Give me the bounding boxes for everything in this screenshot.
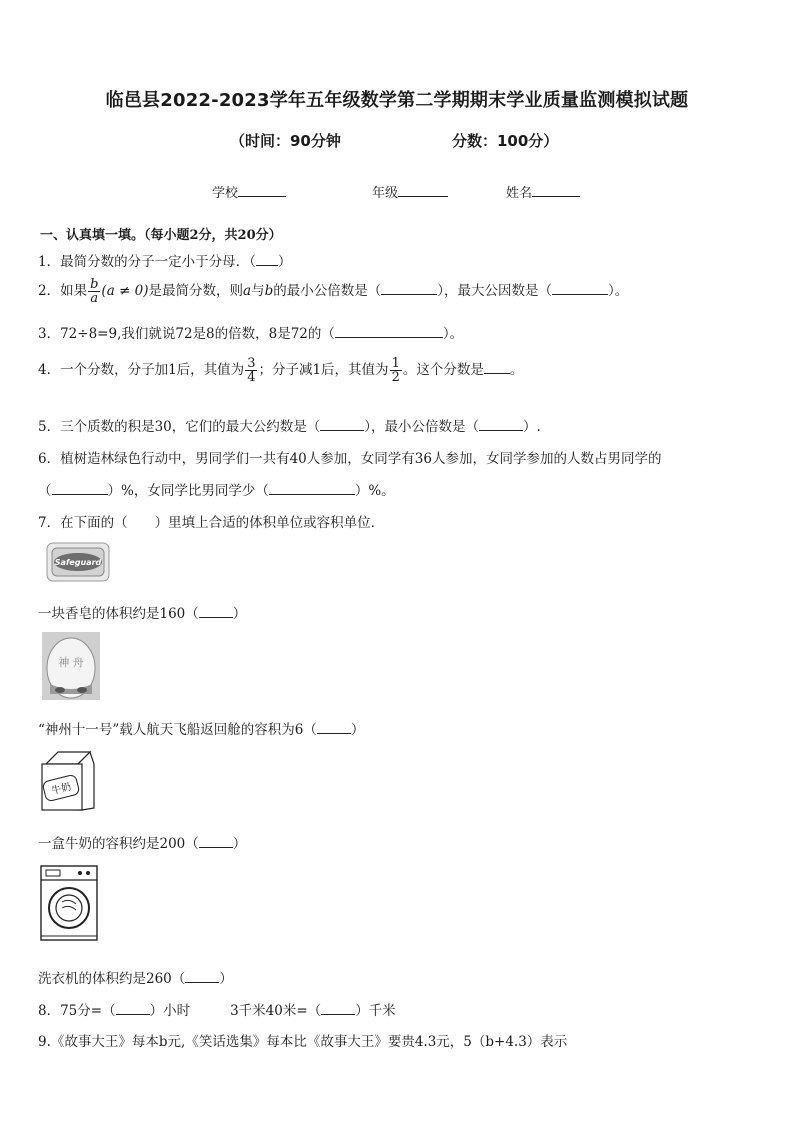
question-7: 7．在下面的（ ）里填上合适的体积单位或容积单位． — [38, 515, 385, 531]
soap-end: ） — [232, 606, 247, 622]
q4-d2: 2 — [391, 370, 400, 385]
q5-blank-lcm[interactable] — [479, 418, 523, 431]
name-field[interactable] — [506, 182, 580, 201]
q4-fraction-1 — [245, 357, 257, 384]
grade-blank[interactable] — [398, 183, 448, 197]
milk-mark: 牛奶 — [50, 781, 73, 798]
q4-mid: ；分子减1后，其值为 — [258, 362, 389, 378]
question-8 — [38, 999, 396, 1019]
q2-num: b — [90, 277, 99, 292]
q5-end: ）. — [523, 419, 541, 435]
capsule-label: “神州十一号”载人航天飞船返回舱的容积为6（ — [38, 722, 317, 738]
q3-end: ）。 — [442, 326, 464, 342]
question-3 — [38, 322, 463, 342]
q3-blank[interactable] — [335, 325, 443, 338]
school-blank[interactable] — [238, 183, 286, 197]
q1-blank[interactable] — [256, 253, 278, 266]
q4-n1: 3 — [247, 356, 256, 371]
soap-blank[interactable] — [199, 605, 233, 618]
q2-cond: (a ≠ 0) — [101, 283, 149, 299]
q6-end: ）%。 — [354, 483, 395, 499]
q4-end2: 。 — [509, 362, 524, 378]
q8-blank-hours[interactable] — [116, 1002, 150, 1015]
name-blank[interactable] — [532, 183, 580, 197]
q1-text: 1．最简分数的分子一定小于分母．（ — [38, 254, 256, 270]
q2-end: ）。 — [607, 283, 629, 299]
soap-label: 一块香皂的体积约是160（ — [38, 606, 199, 622]
soap-image — [46, 540, 110, 584]
q2-pre: 2．如果 — [38, 283, 88, 299]
q8-c: 3千米40米=（ — [230, 1003, 322, 1019]
q2-b: b — [264, 283, 274, 299]
soap-question — [38, 602, 246, 622]
capsule-mark: 神 舟 — [58, 656, 84, 669]
soap-brand: Safeguard — [54, 558, 102, 567]
q8-d: ）千米 — [355, 1003, 396, 1019]
q8-a: 8．75分=（ — [38, 1003, 116, 1019]
q4-fraction-2 — [390, 357, 402, 384]
question-6-line1: 6．植树造林绿色行动中，男同学们一共有40人参加，女同学有36人参加，女同学参加的人数占男同学的 — [38, 451, 662, 467]
grade-field[interactable] — [372, 182, 448, 201]
exam-score: 分数：100分） — [452, 132, 559, 150]
q5-blank-gcd[interactable] — [320, 418, 364, 431]
question-1 — [38, 250, 291, 270]
q8-b: ）小时 — [149, 1003, 191, 1019]
q5-mid: ），最小公倍数是（ — [364, 419, 480, 435]
q2-fraction — [88, 278, 100, 305]
capsule-image — [42, 632, 100, 700]
grade-label: 年级 — [372, 186, 399, 201]
question-2 — [38, 278, 628, 305]
q4-d1: 4 — [247, 370, 256, 385]
name-label: 姓名 — [506, 186, 533, 201]
question-6-line2 — [38, 479, 395, 499]
q6-blank-percent[interactable] — [52, 482, 108, 495]
milk-label: 一盒牛奶的容积约是200（ — [38, 836, 199, 852]
capsule-end: ） — [350, 722, 365, 738]
q4-blank[interactable] — [484, 361, 510, 374]
q4-end: 。这个分数是 — [402, 362, 484, 378]
capsule-blank[interactable] — [317, 721, 351, 734]
q2-mid3: ），最大公因数是（ — [437, 283, 552, 299]
washing-machine-image — [38, 864, 100, 944]
washer-end: ） — [219, 971, 233, 987]
question-5 — [38, 415, 541, 435]
question-9: 9.《故事大王》每本b元,《笑话选集》每本比《故事大王》要贵4.3元，5（b+4.3）表示 — [38, 1034, 568, 1050]
page-title: 临邑县2022-2023学年五年级数学第二学期期末学业质量监测模拟试题 — [105, 90, 689, 111]
capsule-question — [38, 718, 364, 738]
milk-blank[interactable] — [199, 835, 233, 848]
q8-blank-km[interactable] — [321, 1002, 355, 1015]
washer-label: 洗衣机的体积约是260（ — [38, 971, 186, 987]
q5-pre: 5．三个质数的积是30，它们的最大公约数是（ — [38, 419, 321, 435]
milk-question — [38, 832, 246, 852]
milk-end: ） — [232, 836, 247, 852]
washer-question — [38, 967, 233, 987]
q2-blank-lcm[interactable] — [381, 282, 437, 295]
q6-mid: ）%，女同学比男同学少（ — [107, 483, 269, 499]
q2-blank-gcd[interactable] — [552, 282, 608, 295]
q4-pre: 4．一个分数，分子加1后，其值为 — [38, 362, 245, 378]
section-heading: 一、认真填一填。（每小题2分，共20分） — [40, 228, 282, 243]
washer-blank[interactable] — [185, 970, 219, 983]
q2-a: a — [243, 283, 252, 299]
q6-open: （ — [38, 483, 52, 499]
school-field[interactable] — [212, 182, 286, 201]
q6-blank-less[interactable] — [269, 482, 355, 495]
q2-mid: 是最简分数，则 — [148, 283, 243, 299]
q2-and: 与 — [251, 283, 265, 299]
q4-n2: 1 — [391, 356, 400, 371]
q2-den: a — [90, 291, 99, 306]
exam-time: （时间：90分钟 — [230, 132, 341, 150]
milk-carton-image — [38, 750, 98, 812]
q3-text: 3．72÷8=9,我们就说72是8的倍数，8是72的（ — [38, 326, 335, 342]
school-label: 学校 — [212, 186, 239, 201]
q1-close: ） — [277, 254, 292, 270]
q2-mid2: 的最小公倍数是（ — [273, 283, 382, 299]
question-4 — [38, 357, 523, 384]
